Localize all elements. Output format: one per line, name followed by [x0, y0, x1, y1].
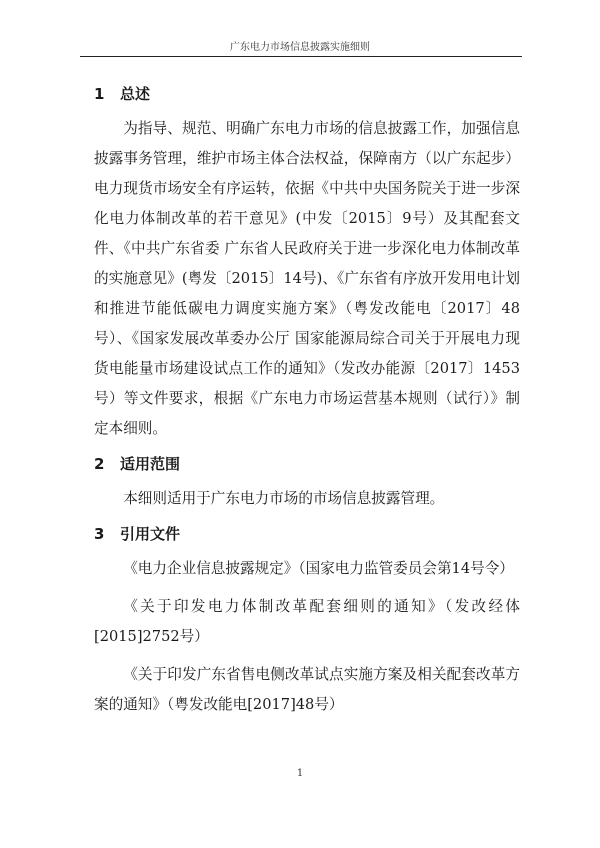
page-header: 广东电力市场信息披露实施细则	[230, 42, 370, 53]
section-heading-scope	[94, 444, 520, 484]
paragraph-scope: 本细则适用于广东电力市场的市场信息披露管理。	[123, 490, 445, 507]
section-title: 引用文件	[120, 525, 181, 543]
section-heading-references	[94, 514, 520, 554]
header-divider	[80, 56, 522, 57]
section-heading-overview	[94, 74, 520, 114]
reference-item: 《关于印发广东省售电侧改革试点实施方案及相关配套改革方案的通知》（粤发改能电[2017]48号）	[94, 666, 520, 713]
section-number: 3	[94, 525, 105, 543]
reference-item: 《关于印发电力体制改革配套细则的通知》（发改经体[2015]2752号）	[94, 598, 520, 645]
section-number: 1	[94, 85, 105, 103]
section-title: 适用范围	[120, 455, 181, 473]
section-title: 总述	[120, 85, 151, 103]
section-number: 2	[94, 455, 105, 473]
page-number: 1	[296, 768, 304, 779]
paragraph-overview: 为指导、规范、明确广东电力市场的信息披露工作，加强信息披露事务管理，维护市场主体合法权益，保障南方（以广东起步）电力现货市场安全有序运转，依据《中共中央国务院关于进一步深化电力体制改革的若干意见》(中发〔2015〕9号）及其配套文件、《中共广东省委 广东省人民政府关于进一步深化电力体制改革的实施意见》(粤发〔2015〕14号)、《广东省有序放开发用电计划和推进节能低碳电力调度实施方案》（粤发改能电〔2017〕48号）、《国家发展改革委办公厅 国家能源局综合司关于开展电力现货电能量市场建设试点工作的通知》（发改办能源〔2017〕1453号）等文件要求，根据《广东电力市场运营基本规则（试行）》制定本细则。	[94, 120, 520, 437]
reference-item: 《电力企业信息披露规定》（国家电力监管委员会第14号令）	[123, 560, 514, 577]
document-body	[94, 74, 520, 728]
